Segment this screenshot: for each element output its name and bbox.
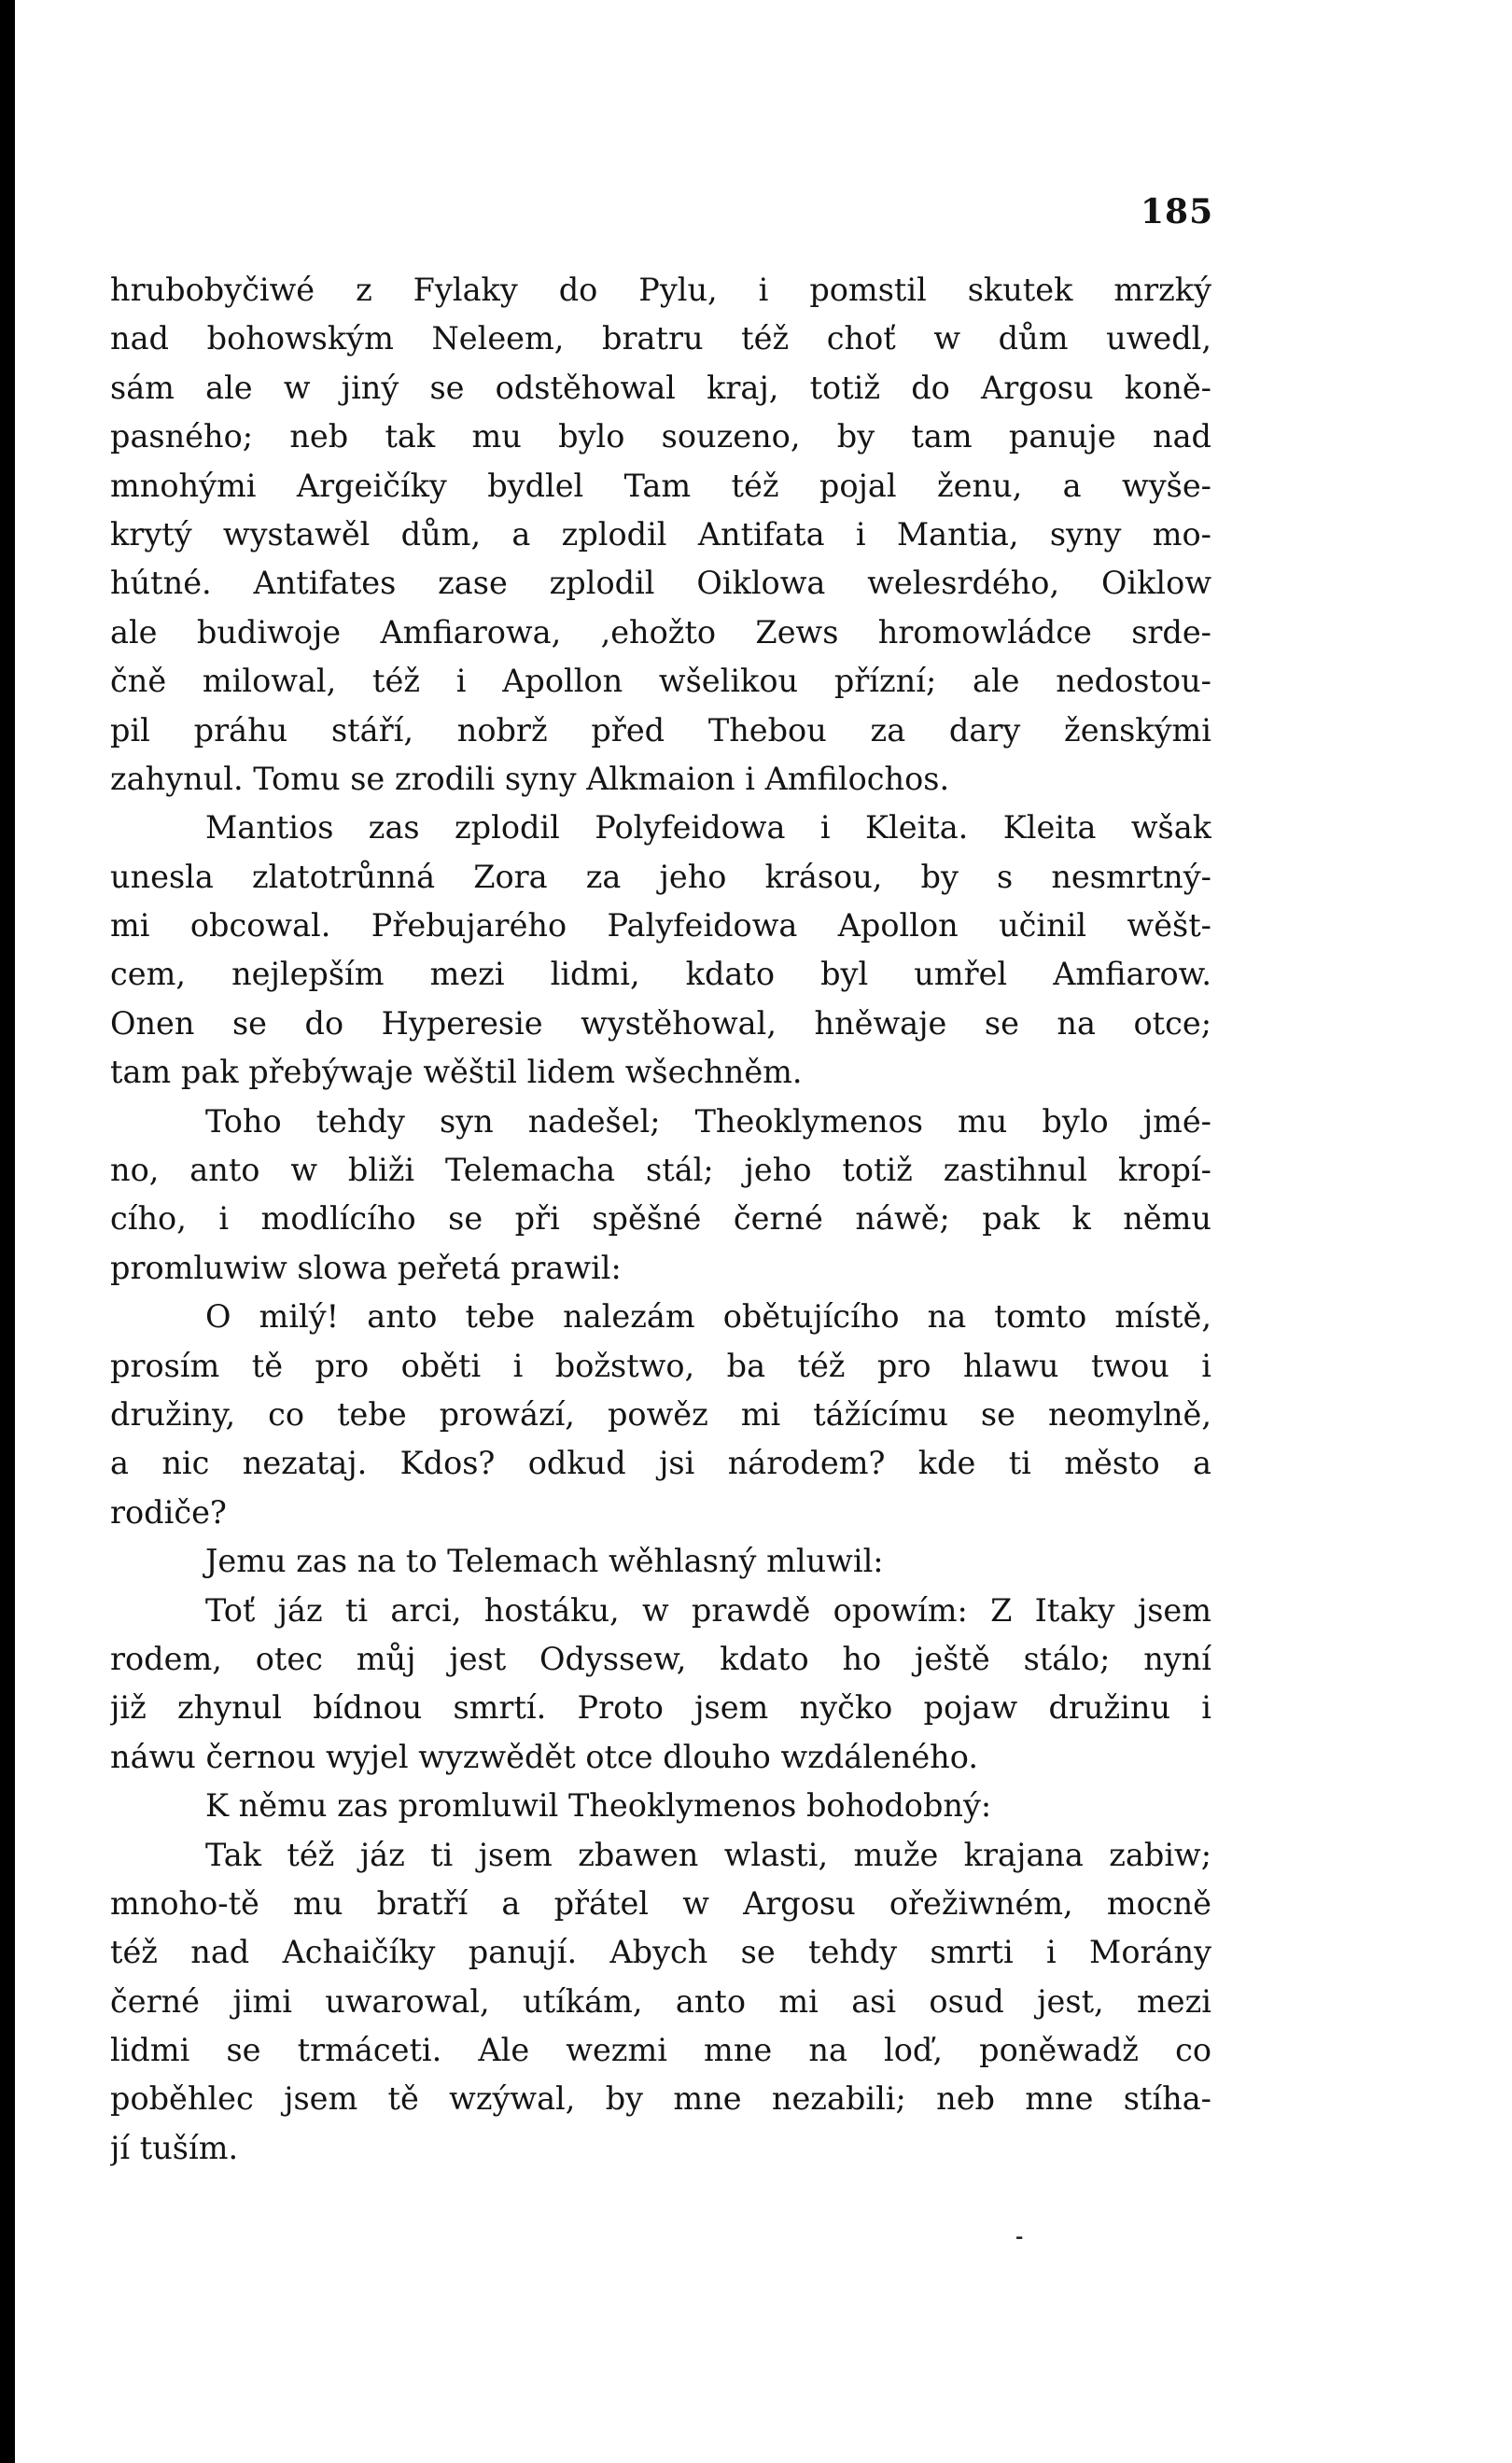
text-line: pil práhu stáří, nobrž před Thebou za dary ženskými bbox=[110, 711, 1211, 749]
text-line: pasného; neb tak mu bylo souzeno, by tam panuje nad bbox=[110, 418, 1211, 455]
text-line: promluwiw slowa peřetá prawil: bbox=[110, 1249, 622, 1286]
text-line: náwu černou wyjel wyzwědět otce dlouho wzdáleného. bbox=[110, 1738, 978, 1775]
body-text bbox=[110, 266, 1211, 2173]
page-number: 185 bbox=[1141, 192, 1214, 231]
page-edge-shadow bbox=[0, 0, 15, 2463]
text-line: K němu zas promluwil Theoklymenos bohodobný: bbox=[205, 1787, 992, 1825]
text-line: cího, i modlícího se při spěšné černé náwě; pak k němu bbox=[110, 1200, 1211, 1238]
text-line: nad bohowským Neleem, bratru též choť w dům uwedl, bbox=[110, 320, 1211, 357]
text-line: sám ale w jiný se odstěhowal kraj, totiž do Argosu koně- bbox=[110, 369, 1211, 406]
text-line: černé jimi uwarowal, utíkám, anto mi asi osud jest, mezi bbox=[110, 1982, 1211, 2020]
text-line: hrubobyčiwé z Fylaky do Pylu, i pomstil skutek mrzký bbox=[110, 272, 1211, 308]
text-line: poběhlec jsem tě wzýwal, by mne nezabili; neb mne stíha- bbox=[110, 2080, 1211, 2118]
text-line: mi obcowal. Přebujarého Palyfeidowa Apollon učinil wěšt- bbox=[110, 907, 1211, 945]
text-line: družiny, co tebe prowází, powěz mi tážícímu se neomylně, bbox=[110, 1395, 1211, 1433]
text-line: no, anto w bliži Telemacha stál; jeho totiž zastihnul kropí- bbox=[110, 1152, 1211, 1189]
text-line: O milý! anto tebe nalezám obětujícího na tomto místě, bbox=[205, 1298, 1211, 1336]
text-line: tam pak přebýwaje wěštil lidem wšechněm. bbox=[110, 1054, 803, 1091]
text-line: cem, nejlepším mezi lidmi, kdato byl umřel Amfiarow. bbox=[110, 956, 1211, 993]
text-line: též nad Achaičíky panují. Abych se tehdy smrti i Morány bbox=[110, 1934, 1211, 1971]
text-line: rodem, otec můj jest Odyssew, kdato ho ještě stálo; nyní bbox=[110, 1640, 1211, 1677]
text-line: mnoho-tě mu bratří a přátel w Argosu ořežiwném, mocně bbox=[110, 1884, 1211, 1922]
text-line: Tak též jáz ti jsem zbawen wlasti, muže krajana zabiw; bbox=[205, 1836, 1211, 1873]
text-line: Toho tehdy syn nadešel; Theoklymenos mu bylo jmé- bbox=[205, 1102, 1211, 1140]
text-line: rodiče? bbox=[110, 1493, 227, 1531]
text-line: jí tuším. bbox=[110, 2129, 239, 2166]
text-line: krytý wystawěl dům, a zplodil Antifata i Mantia, syny mo- bbox=[110, 515, 1211, 553]
text-line: Mantios zas zplodil Polyfeidowa i Kleita. Kleita wšak bbox=[205, 809, 1211, 847]
text-line: Toť jáz ti arci, hostáku, w prawdě opowím: Z Itaky jsem bbox=[205, 1591, 1211, 1629]
text-line: lidmi se trmáceti. Ale wezmi mne na loď, poněwadž co bbox=[110, 2032, 1211, 2069]
text-line: mnohými Argeičíky bydlel Tam též pojal ženu, a wyše- bbox=[110, 467, 1211, 504]
text-line: unesla zlatotrůnná Zora za jeho krásou, by s nesmrtný- bbox=[110, 858, 1211, 895]
text-line: čně milowal, též i Apollon wšelikou přízní; ale nedostou- bbox=[110, 663, 1211, 700]
text-line: prosím tě pro oběti i božstwo, ba též pro hlawu twou i bbox=[110, 1347, 1211, 1384]
text-line: hútné. Antifates zase zplodil Oiklowa welesrdého, Oiklow bbox=[110, 565, 1211, 602]
bottom-mark: - bbox=[1015, 2225, 1024, 2247]
text-line: Jemu zas na to Telemach wěhlasný mluwil: bbox=[205, 1543, 884, 1580]
text-line: a nic nezataj. Kdos? odkud jsi národem? kde ti město a bbox=[110, 1445, 1211, 1482]
text-line: Onen se do Hyperesie wystěhowal, hněwaje se na otce; bbox=[110, 1004, 1211, 1042]
text-line: zahynul. Tomu se zrodili syny Alkmaion i Amfilochos. bbox=[110, 760, 950, 797]
text-line: ale budiwoje Amfiarowa, ,ehožto Zews hromowládce srde- bbox=[110, 613, 1211, 651]
text-line: již zhynul bídnou smrtí. Proto jsem nyčko pojaw družinu i bbox=[110, 1689, 1211, 1727]
